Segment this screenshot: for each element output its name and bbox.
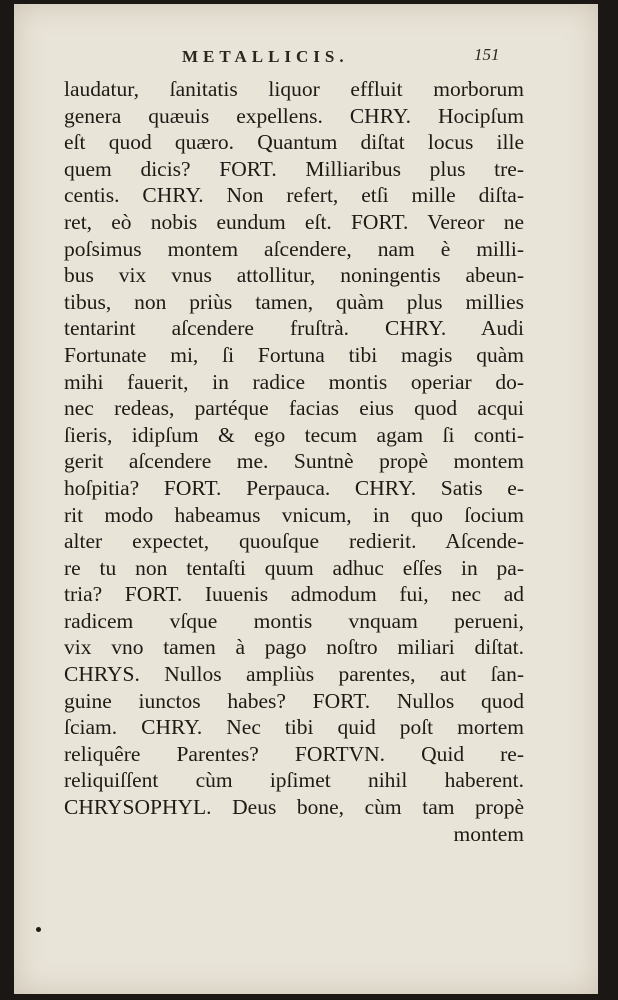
text-line: alter expectet, quouſque redierit. Aſcende-: [64, 529, 524, 554]
text-line: guine iunctos habes? FORT. Nullos quod: [64, 688, 524, 713]
text-line: poſsimus montem aſcendere, nam è milli-: [64, 236, 524, 261]
text-line: eſt quod quæro. Quantum diſtat locus ille: [64, 130, 524, 155]
running-title: METALLICIS.: [182, 47, 349, 66]
ink-spot: [36, 927, 41, 932]
text-line: laudatur, ſanitatis liquor effluit morborum: [64, 77, 524, 101]
text-line: tibus, non priùs tamen, quàm plus millies: [64, 289, 524, 314]
text-line: vix vno tamen à pago noſtro miliari diſtat.: [64, 635, 524, 660]
text-line: reliquêre Parentes? FORTVN. Quid re-: [64, 741, 524, 766]
text-line: bus vix vnus attollitur, noningentis abeun-: [64, 263, 524, 288]
text-line: rit modo habeamus vnicum, in quo ſocium: [64, 502, 524, 527]
text-line: quem dicis? FORT. Milliaribus plus tre-: [64, 156, 524, 181]
page-header: [14, 45, 598, 75]
book-page: [14, 4, 598, 994]
text-line: Fortunate mi, ſi Fortuna tibi magis quàm: [64, 342, 524, 367]
text-line: genera quæuis expellens. CHRY. Hocipſum: [64, 103, 524, 128]
text-line: ret, eò nobis eundum eſt. FORT. Vereor ne: [64, 209, 524, 234]
text-line: ſieris, idipſum & ego tecum agam ſi conti-: [64, 422, 524, 447]
text-line: tentarint aſcendere fruſtrà. CHRY. Audi: [64, 316, 524, 341]
text-line: mihi fauerit, in radice montis operiar do-: [64, 369, 524, 394]
body-text: [64, 76, 524, 847]
catchword: montem: [453, 821, 524, 846]
text-line: hoſpitia? FORT. Perpauca. CHRY. Satis e-: [64, 475, 524, 500]
text-line: centis. CHRY. Non refert, etſi mille diſta-: [64, 183, 524, 208]
text-line: gerit aſcendere me. Suntnè propè montem: [64, 449, 524, 474]
text-line: nec redeas, partéque facias eius quod acqui: [64, 396, 524, 421]
text-line: re tu non tentaſti quum adhuc eſſes in pa-: [64, 555, 524, 580]
page-number: 151: [474, 45, 500, 64]
text-line: reliquiſſent cùm ipſimet nihil haberent.: [64, 768, 524, 793]
text-line: ſciam. CHRY. Nec tibi quid poſt mortem: [64, 715, 524, 740]
text-line: tria? FORT. Iuuenis admodum fui, nec ad: [64, 582, 524, 607]
text-line: CHRYS. Nullos ampliùs parentes, aut ſan-: [64, 662, 524, 687]
text-line: radicem vſque montis vnquam perueni,: [64, 608, 524, 633]
text-line: CHRYSOPHYL. Deus bone, cùm tam propè: [64, 795, 524, 820]
